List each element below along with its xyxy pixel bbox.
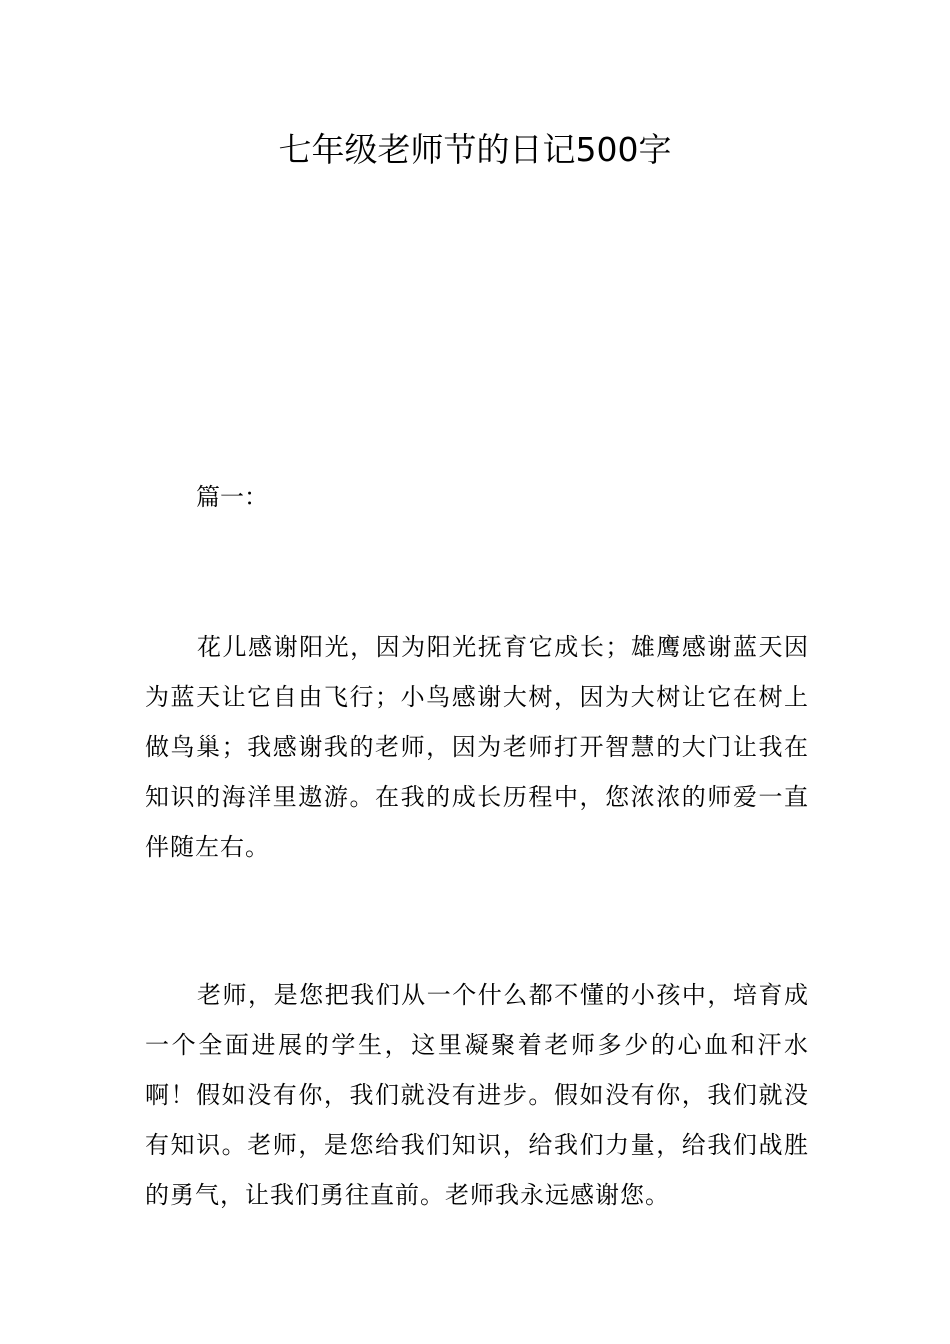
paragraph-2: 老师，是您把我们从一个什么都不懂的小孩中，培育成一个全面进展的学生，这里凝聚着老师多少的心血和汗水啊！假如没有你，我们就没有进步。假如没有你，我们就没有知识。老师，是您给我们知识，给我们力量，给我们战胜的勇气，让我们勇往直前。老师我永远感谢您。 [145,981,809,1209]
paragraph-1: 花儿感谢阳光，因为阳光抚育它成长；雄鹰感谢蓝天因为蓝天让它自由飞行；小鸟感谢大树，因为大树让它在树上做鸟巢；我感谢我的老师，因为老师打开智慧的大门让我在知识的海洋里遨游。在我的成长历程中，您浓浓的师爱一直伴随左右。 [145,633,809,861]
section-heading: 篇一： [196,483,268,511]
document-title: 七年级老师节的日记500字 [278,130,672,169]
